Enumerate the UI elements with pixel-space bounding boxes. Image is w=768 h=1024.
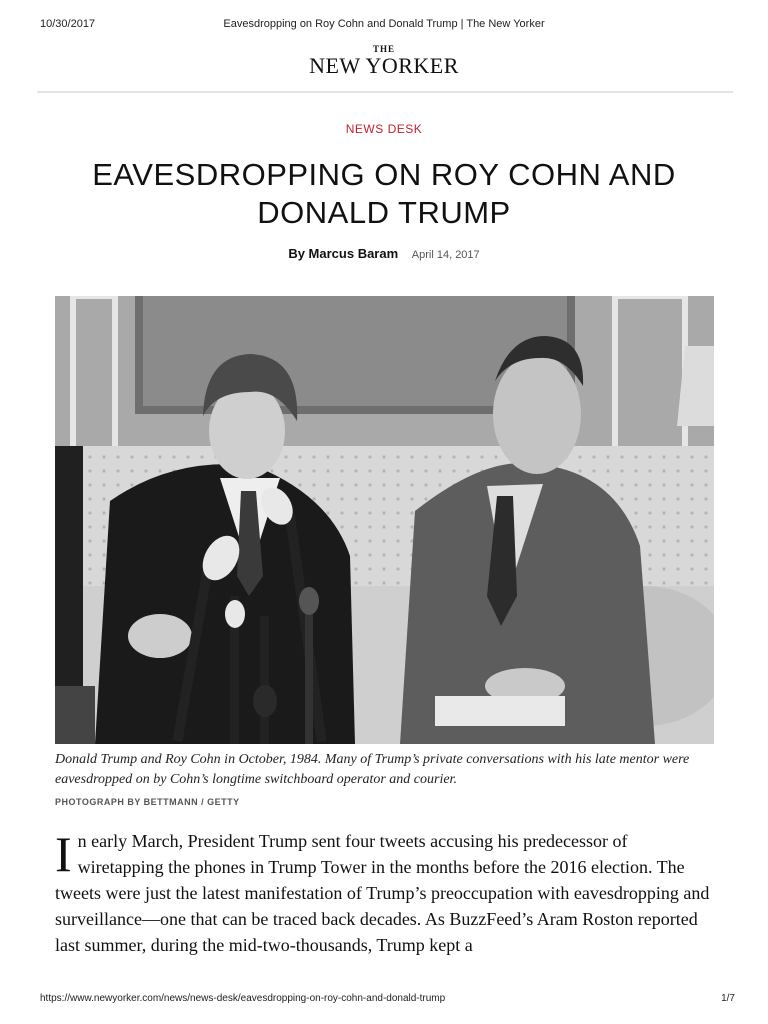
byline bbox=[0, 246, 768, 261]
photo-caption: Donald Trump and Roy Cohn in October, 1984. Many of Trump’s private conversations with his late mentor were eavesdropped on by Cohn’s longtime switchboard operator and courier. bbox=[55, 752, 690, 787]
page-number: 1/7 bbox=[721, 993, 735, 1004]
logo-name: NEW YORKER bbox=[309, 53, 459, 78]
print-page-title: Eavesdropping on Roy Cohn and Donald Trump | The New Yorker bbox=[223, 18, 545, 30]
logo-the: THE bbox=[372, 44, 395, 54]
section-label[interactable]: NEWS DESK bbox=[345, 122, 423, 136]
photo-illustration bbox=[55, 296, 714, 744]
article-headline: EAVESDROPPING ON ROY COHN AND DONALD TRUMP bbox=[92, 157, 676, 230]
article-body bbox=[55, 828, 715, 958]
publish-date: April 14, 2017 bbox=[411, 249, 480, 261]
header-divider bbox=[37, 91, 733, 93]
new-yorker-logo[interactable] bbox=[0, 44, 768, 78]
photo-credit: PHOTOGRAPH BY BETTMANN / GETTY bbox=[55, 797, 240, 807]
drop-cap: I bbox=[55, 826, 72, 882]
article-paragraph: n early March, President Trump sent four tweets accusing his predecessor of wiretapping the phones in Trump Tower in the months before the 2016 election. The tweets were just the latest manifestation of Trump’s preoccupation with eavesdropping and surveillance—one that can be traced back decades. As BuzzFeed’s Aram Roston reported last summer, during the mid-two-thousands, Trump kept a bbox=[55, 831, 710, 955]
print-date: 10/30/2017 bbox=[40, 18, 96, 30]
byline-author[interactable]: By Marcus Baram bbox=[288, 246, 399, 261]
print-url: https://www.newyorker.com/news/news-desk/eavesdropping-on-roy-cohn-and-donald-trump bbox=[40, 993, 446, 1004]
article-photo bbox=[55, 296, 714, 744]
